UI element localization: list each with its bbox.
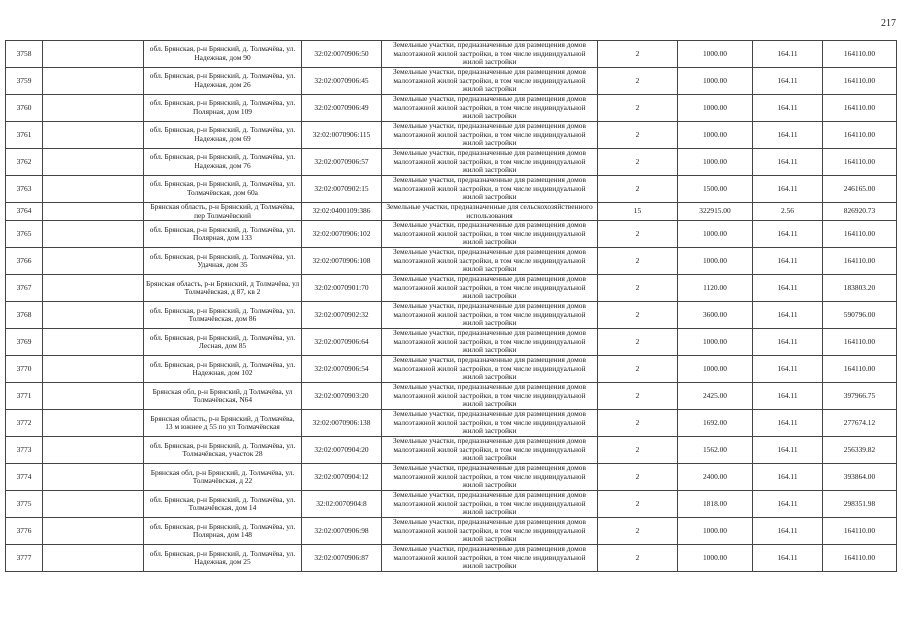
land-category-cell: Земельные участки, предназначенные для размещения домов малоэтажной жилой застройки, в том числе индивидуальной жилой застройки (382, 275, 598, 302)
table-row (6, 122, 897, 149)
category-code-cell: 2 (598, 149, 678, 176)
table-row (6, 545, 897, 572)
area-cell: 1818.00 (678, 491, 753, 518)
cadastral-value-cell: 164110.00 (823, 545, 897, 572)
table-row (6, 176, 897, 203)
cadastral-number-cell: 32:02:0400109:386 (302, 203, 382, 221)
table-row (6, 149, 897, 176)
row-number-cell: 3773 (6, 437, 43, 464)
address-cell: обл. Брянская, р-н Брянский, д. Толмачёва, ул. Полярная, дом 148 (144, 518, 302, 545)
table-body (6, 41, 897, 572)
category-code-cell: 2 (598, 41, 678, 68)
land-category-cell: Земельные участки, предназначенные для размещения домов малоэтажной жилой застройки, в том числе индивидуальной жилой застройки (382, 176, 598, 203)
blank-cell (43, 176, 144, 203)
category-code-cell: 2 (598, 275, 678, 302)
rate-cell: 164.11 (753, 518, 823, 545)
category-code-cell: 2 (598, 356, 678, 383)
land-category-cell: Земельные участки, предназначенные для размещения домов малоэтажной жилой застройки, в том числе индивидуальной жилой застройки (382, 41, 598, 68)
cadastral-number-cell: 32:02:0070906:87 (302, 545, 382, 572)
land-category-cell: Земельные участки, предназначенные для размещения домов малоэтажной жилой застройки, в том числе индивидуальной жилой застройки (382, 122, 598, 149)
category-code-cell: 2 (598, 302, 678, 329)
area-cell: 1000.00 (678, 221, 753, 248)
cadastral-number-cell: 32:02:0070906:138 (302, 410, 382, 437)
rate-cell: 164.11 (753, 95, 823, 122)
cadastral-number-cell: 32:02:0070906:54 (302, 356, 382, 383)
land-category-cell: Земельные участки, предназначенные для размещения домов малоэтажной жилой застройки, в том числе индивидуальной жилой застройки (382, 329, 598, 356)
category-code-cell: 2 (598, 518, 678, 545)
area-cell: 1000.00 (678, 356, 753, 383)
cadastral-value-cell: 164110.00 (823, 122, 897, 149)
row-number-cell: 3760 (6, 95, 43, 122)
blank-cell (43, 383, 144, 410)
cadastral-value-cell: 164110.00 (823, 41, 897, 68)
cadastral-number-cell: 32:02:0070906:57 (302, 149, 382, 176)
table-row (6, 464, 897, 491)
cadastral-value-cell: 164110.00 (823, 356, 897, 383)
blank-cell (43, 356, 144, 383)
area-cell: 1000.00 (678, 41, 753, 68)
address-cell: обл. Брянская, р-н Брянский, д. Толмачёва, ул. Надежная, дом 76 (144, 149, 302, 176)
address-cell: обл. Брянская, р-н Брянский, д. Толмачёва, ул. Надежная, дом 69 (144, 122, 302, 149)
table-row (6, 275, 897, 302)
address-cell: обл. Брянская, р-н Брянский, д. Толмачёва, ул. Толмачёвская, дом 60а (144, 176, 302, 203)
rate-cell: 164.11 (753, 275, 823, 302)
address-cell: обл. Брянская, р-н Брянский, д. Толмачёва, ул. Надежная, дом 25 (144, 545, 302, 572)
cadastral-value-cell: 590796.00 (823, 302, 897, 329)
row-number-cell: 3766 (6, 248, 43, 275)
row-number-cell: 3776 (6, 518, 43, 545)
row-number-cell: 3774 (6, 464, 43, 491)
row-number-cell: 3777 (6, 545, 43, 572)
table-row (6, 329, 897, 356)
land-category-cell: Земельные участки, предназначенные для размещения домов малоэтажной жилой застройки, в том числе индивидуальной жилой застройки (382, 545, 598, 572)
address-cell: Брянская область, р-н Брянский, д Толмачёва, 13 м южнее д 55 по ул Толмачёвская (144, 410, 302, 437)
row-number-cell: 3763 (6, 176, 43, 203)
rate-cell: 164.11 (753, 491, 823, 518)
rate-cell: 164.11 (753, 221, 823, 248)
blank-cell (43, 275, 144, 302)
table-row (6, 518, 897, 545)
blank-cell (43, 68, 144, 95)
area-cell: 2425.00 (678, 383, 753, 410)
row-number-cell: 3769 (6, 329, 43, 356)
cadastral-number-cell: 32:02:0070906:45 (302, 68, 382, 95)
table-row (6, 302, 897, 329)
blank-cell (43, 329, 144, 356)
cadastral-number-cell: 32:02:0070902:32 (302, 302, 382, 329)
area-cell: 1120.00 (678, 275, 753, 302)
cadastral-number-cell: 32:02:0070904:8 (302, 491, 382, 518)
page-number: 217 (881, 18, 896, 29)
address-cell: обл. Брянская, р-н Брянский, д. Толмачёва, ул. Надежная, дом 26 (144, 68, 302, 95)
table-row (6, 491, 897, 518)
land-registry-table (5, 40, 897, 572)
blank-cell (43, 221, 144, 248)
area-cell: 1562.00 (678, 437, 753, 464)
row-number-cell: 3768 (6, 302, 43, 329)
rate-cell: 164.11 (753, 329, 823, 356)
cadastral-value-cell: 397966.75 (823, 383, 897, 410)
blank-cell (43, 41, 144, 68)
blank-cell (43, 518, 144, 545)
land-category-cell: Земельные участки, предназначенные для размещения домов малоэтажной жилой застройки, в том числе индивидуальной жилой застройки (382, 302, 598, 329)
table-row (6, 41, 897, 68)
row-number-cell: 3765 (6, 221, 43, 248)
rate-cell: 164.11 (753, 41, 823, 68)
area-cell: 1000.00 (678, 122, 753, 149)
cadastral-number-cell: 32:02:0070906:115 (302, 122, 382, 149)
land-category-cell: Земельные участки, предназначенные для размещения домов малоэтажной жилой застройки, в том числе индивидуальной жилой застройки (382, 491, 598, 518)
rate-cell: 164.11 (753, 176, 823, 203)
category-code-cell: 2 (598, 329, 678, 356)
land-category-cell: Земельные участки, предназначенные для размещения домов малоэтажной жилой застройки, в том числе индивидуальной жилой застройки (382, 221, 598, 248)
cadastral-value-cell: 164110.00 (823, 248, 897, 275)
category-code-cell: 2 (598, 383, 678, 410)
blank-cell (43, 95, 144, 122)
area-cell: 3600.00 (678, 302, 753, 329)
table-row (6, 68, 897, 95)
category-code-cell: 15 (598, 203, 678, 221)
row-number-cell: 3771 (6, 383, 43, 410)
area-cell: 1000.00 (678, 329, 753, 356)
blank-cell (43, 248, 144, 275)
area-cell: 1000.00 (678, 149, 753, 176)
category-code-cell: 2 (598, 464, 678, 491)
category-code-cell: 2 (598, 491, 678, 518)
area-cell: 1000.00 (678, 518, 753, 545)
cadastral-value-cell: 246165.00 (823, 176, 897, 203)
table-row (6, 383, 897, 410)
cadastral-value-cell: 164110.00 (823, 68, 897, 95)
cadastral-value-cell: 183803.20 (823, 275, 897, 302)
row-number-cell: 3761 (6, 122, 43, 149)
address-cell: обл. Брянская, р-н Брянский, д. Толмачёва, ул. Толмачёвская, участок 28 (144, 437, 302, 464)
row-number-cell: 3764 (6, 203, 43, 221)
table-row (6, 437, 897, 464)
category-code-cell: 2 (598, 176, 678, 203)
blank-cell (43, 410, 144, 437)
cadastral-value-cell: 277674.12 (823, 410, 897, 437)
cadastral-value-cell: 393864.00 (823, 464, 897, 491)
blank-cell (43, 545, 144, 572)
blank-cell (43, 302, 144, 329)
area-cell: 1692.00 (678, 410, 753, 437)
rate-cell: 2.56 (753, 203, 823, 221)
category-code-cell: 2 (598, 248, 678, 275)
address-cell: Брянская обл, р-н Брянский, д Толмачёва, ул Толмачёвская, N64 (144, 383, 302, 410)
cadastral-number-cell: 32:02:0070906:49 (302, 95, 382, 122)
row-number-cell: 3759 (6, 68, 43, 95)
row-number-cell: 3775 (6, 491, 43, 518)
land-category-cell: Земельные участки, предназначенные для размещения домов малоэтажной жилой застройки, в том числе индивидуальной жилой застройки (382, 410, 598, 437)
land-category-cell: Земельные участки, предназначенные для размещения домов малоэтажной жилой застройки, в том числе индивидуальной жилой застройки (382, 149, 598, 176)
address-cell: обл. Брянская, р-н Брянский, д. Толмачёва, ул. Полярная, дом 133 (144, 221, 302, 248)
rate-cell: 164.11 (753, 545, 823, 572)
category-code-cell: 2 (598, 410, 678, 437)
cadastral-value-cell: 164110.00 (823, 95, 897, 122)
address-cell: обл. Брянская, р-н Брянский, д. Толмачёва, ул. Толмачёвская, дом 86 (144, 302, 302, 329)
cadastral-number-cell: 32:02:0070906:108 (302, 248, 382, 275)
address-cell: Брянская область, р-н Брянский, д Толмачёва, ул Толмачёвская, д 87, кв 2 (144, 275, 302, 302)
row-number-cell: 3772 (6, 410, 43, 437)
land-category-cell: Земельные участки, предназначенные для размещения домов малоэтажной жилой застройки, в том числе индивидуальной жилой застройки (382, 383, 598, 410)
cadastral-number-cell: 32:02:0070901:70 (302, 275, 382, 302)
cadastral-number-cell: 32:02:0070906:98 (302, 518, 382, 545)
area-cell: 1000.00 (678, 248, 753, 275)
table-row (6, 410, 897, 437)
land-category-cell: Земельные участки, предназначенные для размещения домов малоэтажной жилой застройки, в том числе индивидуальной жилой застройки (382, 248, 598, 275)
row-number-cell: 3770 (6, 356, 43, 383)
land-category-cell: Земельные участки, предназначенные для размещения домов малоэтажной жилой застройки, в том числе индивидуальной жилой застройки (382, 95, 598, 122)
rate-cell: 164.11 (753, 149, 823, 176)
cadastral-number-cell: 32:02:0070903:20 (302, 383, 382, 410)
table-row (6, 248, 897, 275)
area-cell: 322915.00 (678, 203, 753, 221)
category-code-cell: 2 (598, 95, 678, 122)
blank-cell (43, 149, 144, 176)
cadastral-value-cell: 298351.98 (823, 491, 897, 518)
blank-cell (43, 464, 144, 491)
land-category-cell: Земельные участки, предназначенные для размещения домов малоэтажной жилой застройки, в том числе индивидуальной жилой застройки (382, 518, 598, 545)
cadastral-number-cell: 32:02:0070906:50 (302, 41, 382, 68)
category-code-cell: 2 (598, 437, 678, 464)
address-cell: обл. Брянская, р-н Брянский, д. Толмачёва, ул. Надежная, дом 90 (144, 41, 302, 68)
land-category-cell: Земельные участки, предназначенные для размещения домов малоэтажной жилой застройки, в том числе индивидуальной жилой застройки (382, 356, 598, 383)
category-code-cell: 2 (598, 221, 678, 248)
rate-cell: 164.11 (753, 248, 823, 275)
blank-cell (43, 122, 144, 149)
land-category-cell: Земельные участки, предназначенные для размещения домов малоэтажной жилой застройки, в том числе индивидуальной жилой застройки (382, 437, 598, 464)
row-number-cell: 3758 (6, 41, 43, 68)
area-cell: 1500.00 (678, 176, 753, 203)
address-cell: обл. Брянская, р-н Брянский, д. Толмачёва, ул. Толмачёвская, дом 14 (144, 491, 302, 518)
cadastral-number-cell: 32:02:0070906:102 (302, 221, 382, 248)
rate-cell: 164.11 (753, 122, 823, 149)
area-cell: 1000.00 (678, 545, 753, 572)
cadastral-value-cell: 164110.00 (823, 518, 897, 545)
cadastral-value-cell: 256339.82 (823, 437, 897, 464)
rate-cell: 164.11 (753, 410, 823, 437)
land-category-cell: Земельные участки, предназначенные для сельскохозяйственного использования (382, 203, 598, 221)
table-row (6, 203, 897, 221)
cadastral-number-cell: 32:02:0070904:20 (302, 437, 382, 464)
category-code-cell: 2 (598, 545, 678, 572)
cadastral-value-cell: 164110.00 (823, 329, 897, 356)
table-row (6, 356, 897, 383)
rate-cell: 164.11 (753, 68, 823, 95)
address-cell: обл. Брянская, р-н Брянский, д. Толмачёва, ул. Удачная, дом 35 (144, 248, 302, 275)
blank-cell (43, 203, 144, 221)
cadastral-number-cell: 32:02:0070904:12 (302, 464, 382, 491)
cadastral-value-cell: 826920.73 (823, 203, 897, 221)
address-cell: Брянская обл, р-н Брянский, д. Толмачёва, ул. Толмачёвская, д 22 (144, 464, 302, 491)
cadastral-number-cell: 32:02:0070902:15 (302, 176, 382, 203)
cadastral-value-cell: 164110.00 (823, 149, 897, 176)
land-category-cell: Земельные участки, предназначенные для размещения домов малоэтажной жилой застройки, в том числе индивидуальной жилой застройки (382, 464, 598, 491)
area-cell: 1000.00 (678, 68, 753, 95)
rate-cell: 164.11 (753, 437, 823, 464)
row-number-cell: 3762 (6, 149, 43, 176)
blank-cell (43, 491, 144, 518)
cadastral-value-cell: 164110.00 (823, 221, 897, 248)
category-code-cell: 2 (598, 68, 678, 95)
category-code-cell: 2 (598, 122, 678, 149)
table-row (6, 221, 897, 248)
rate-cell: 164.11 (753, 383, 823, 410)
address-cell: обл. Брянская, р-н Брянский, д. Толмачёва, ул. Лесная, дом 85 (144, 329, 302, 356)
land-category-cell: Земельные участки, предназначенные для размещения домов малоэтажной жилой застройки, в том числе индивидуальной жилой застройки (382, 68, 598, 95)
rate-cell: 164.11 (753, 356, 823, 383)
area-cell: 1000.00 (678, 95, 753, 122)
cadastral-number-cell: 32:02:0070906:64 (302, 329, 382, 356)
address-cell: Брянская область, р-н Брянский, д Толмачёва, пер Толмачёвский (144, 203, 302, 221)
blank-cell (43, 437, 144, 464)
table-row (6, 95, 897, 122)
row-number-cell: 3767 (6, 275, 43, 302)
address-cell: обл. Брянская, р-н Брянский, д. Толмачёва, ул. Надежная, дом 102 (144, 356, 302, 383)
area-cell: 2400.00 (678, 464, 753, 491)
rate-cell: 164.11 (753, 464, 823, 491)
address-cell: обл. Брянская, р-н Брянский, д. Толмачёва, ул. Полярная, дом 109 (144, 95, 302, 122)
rate-cell: 164.11 (753, 302, 823, 329)
